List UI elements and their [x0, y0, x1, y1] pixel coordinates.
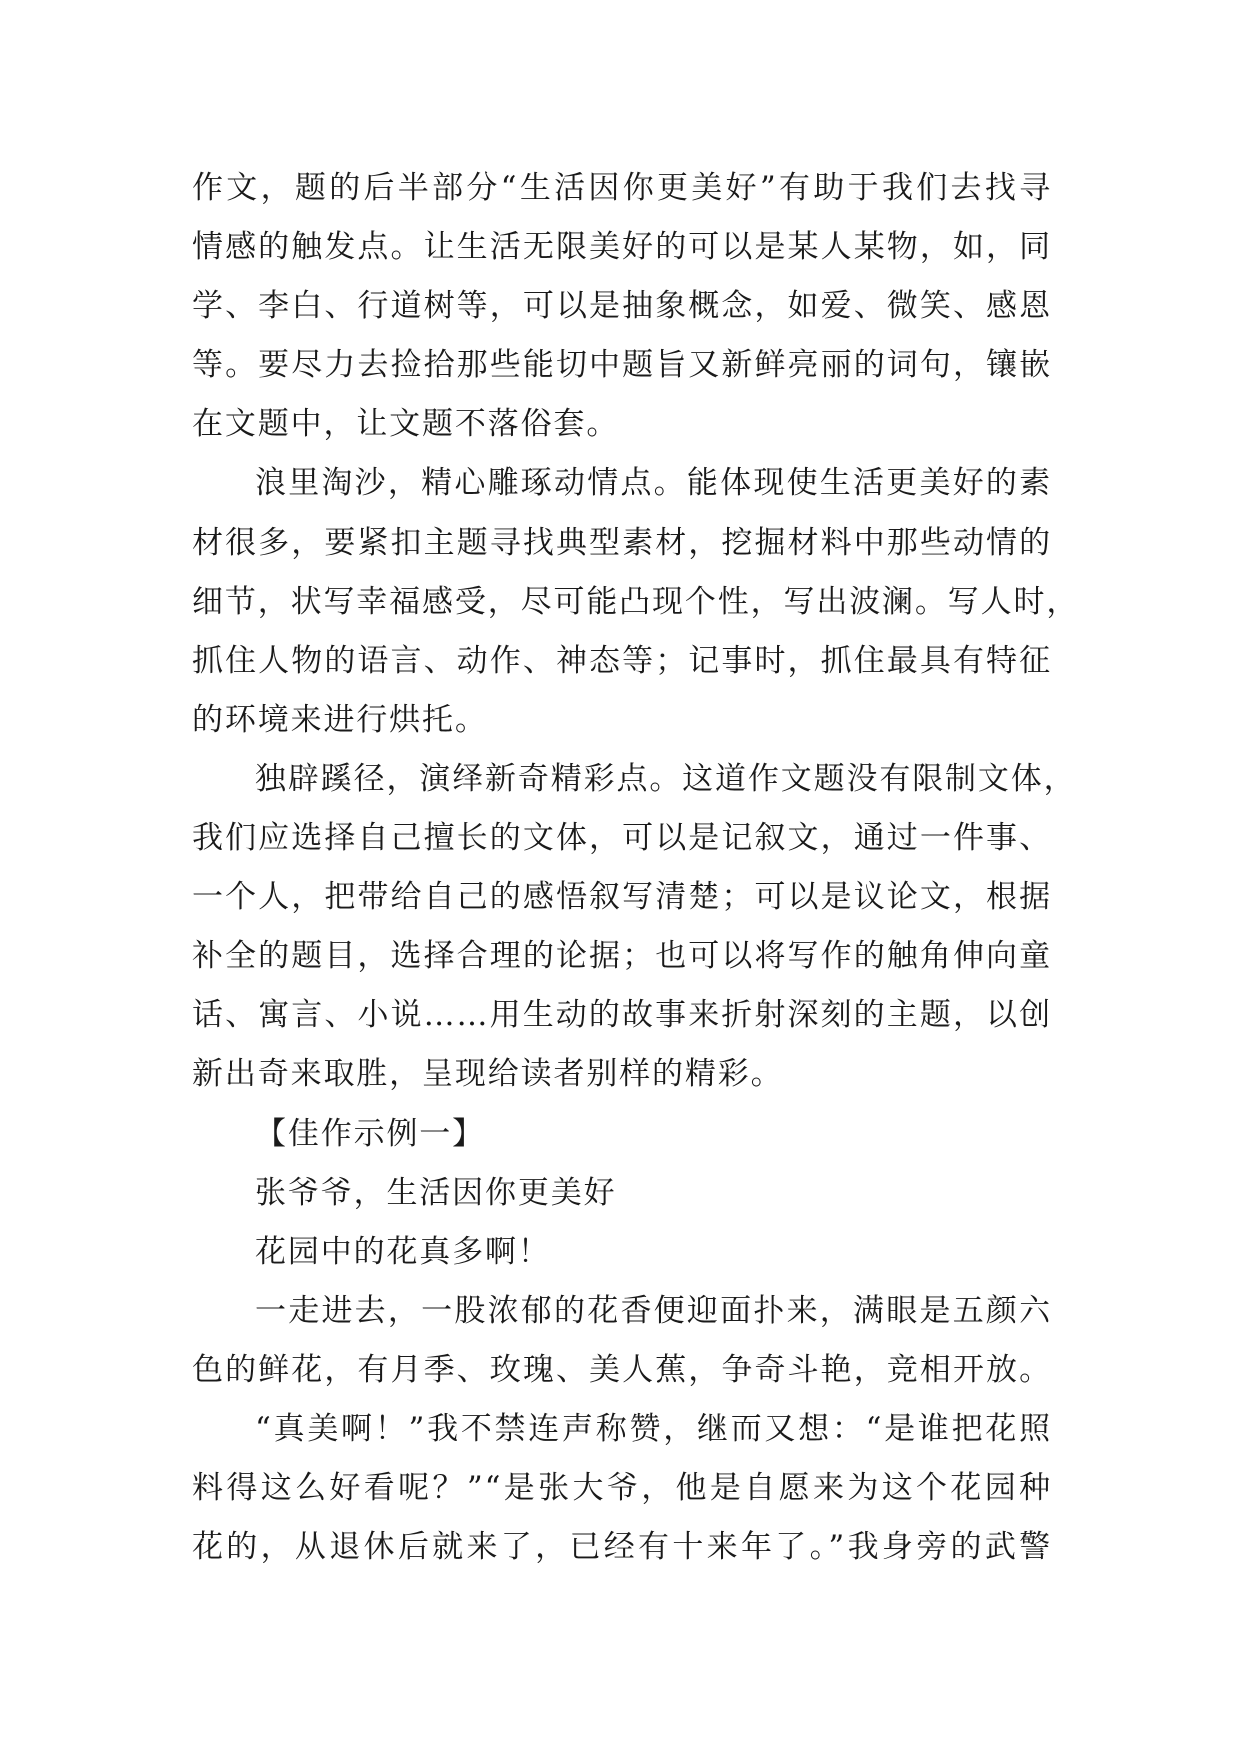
text-line: 一个人，把带给自己的感悟叙写清楚；可以是议论文，根据	[192, 879, 1052, 916]
essay-title: 张爷爷，生活因你更美好	[255, 1174, 617, 1211]
text-line: 花的，从退休后就来了，已经有十来年了。”我身旁的武警	[192, 1529, 1052, 1566]
text-line: 作文，题的后半部分“生活因你更美好”有助于我们去找寻	[192, 170, 1052, 206]
paragraph-first-line: 独辟蹊径，演绎新奇精彩点。这道作文题没有限制文体，	[255, 760, 1077, 797]
text-line: 在文题中，让文题不落俗套。	[192, 406, 620, 443]
text-line: 材很多，要紧扣主题寻找典型素材，挖掘材料中那些动情的	[192, 524, 1052, 561]
text-line: 料得这么好看呢？”“是张大爷，他是自愿来为这个花园种	[192, 1470, 1052, 1507]
text-line: 学、李白、行道树等，可以是抽象概念，如爱、微笑、感恩	[192, 288, 1052, 325]
text-line: 等。要尽力去捡拾那些能切中题旨又新鲜亮丽的词句，镶嵌	[192, 347, 1052, 384]
text-line: 情感的触发点。让生活无限美好的可以是某人某物，如，同	[192, 229, 1052, 266]
text-line: 我们应选择自己擅长的文体，可以是记叙文，通过一件事、	[192, 820, 1052, 857]
paragraph-first-line: 一走进去，一股浓郁的花香便迎面扑来，满眼是五颜六	[255, 1292, 1052, 1329]
text-line: 补全的题目，选择合理的论据；也可以将写作的触角伸向童	[192, 938, 1052, 975]
example-heading: 【佳作示例一】	[255, 1115, 486, 1152]
text-line: 色的鲜花，有月季、玫瑰、美人蕉，争奇斗艳，竞相开放。	[192, 1351, 1052, 1388]
text-line: 新出奇来取胜，呈现给读者别样的精彩。	[192, 1056, 784, 1093]
text-line: 的环境来进行烘托。	[192, 701, 488, 738]
body-text	[192, 159, 1080, 1577]
paragraph-first-line: 浪里淘沙，精心雕琢动情点。能体现使生活更美好的素	[255, 465, 1052, 502]
text-line: 话、寓言、小说……用生动的故事来折射深刻的主题，以创	[192, 997, 1052, 1034]
text-line: 抓住人物的语言、动作、神态等；记事时，抓住最具有特征	[192, 642, 1052, 679]
paragraph-first-line: 花园中的花真多啊！	[255, 1233, 551, 1270]
paragraph-first-line: “真美啊！”我不禁连声称赞，继而又想：“是谁把花照	[255, 1410, 1052, 1447]
text-line: 细节，状写幸福感受，尽可能凸现个性，写出波澜。写人时，	[192, 583, 1080, 620]
